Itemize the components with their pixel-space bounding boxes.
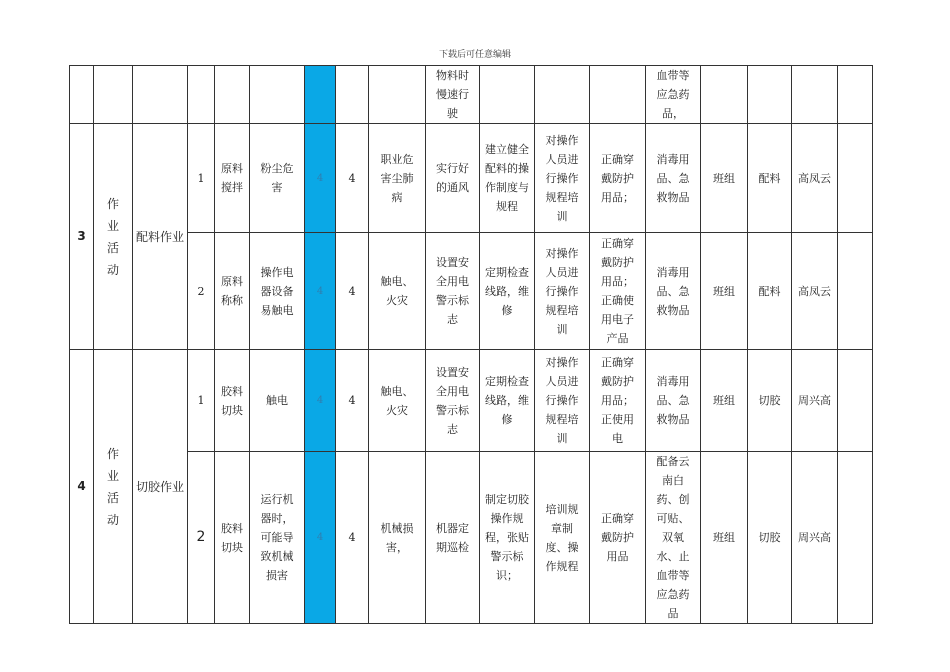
mgmt-measure-cell: 定期检查线路，维修 [480, 350, 535, 452]
risk-table [69, 65, 873, 624]
cell [70, 66, 94, 124]
cell [590, 66, 646, 124]
training-cell: 培训规章制度、操作规程 [535, 452, 590, 624]
tech-measure-cell: 设置安全用电警示标志 [426, 350, 480, 452]
cell [838, 233, 873, 350]
emergency-cell: 配备云南白药、创可贴、双氧水、止血带等应急药品 [646, 452, 701, 624]
risk-level-cell: 4 [336, 233, 369, 350]
risk-level-cell: 4 [336, 452, 369, 624]
training-cell: 对操作人员进行操作规程培训 [535, 350, 590, 452]
person-cell: 周兴高 [792, 350, 838, 452]
post-cell: 配料 [748, 124, 792, 233]
person-cell: 周兴高 [792, 452, 838, 624]
emergency-cell: 血带等应急药品， [646, 66, 701, 124]
cell [480, 66, 535, 124]
consequence-cell: 机械损害， [369, 452, 426, 624]
table-row [70, 350, 873, 452]
risk-score-cell [305, 66, 336, 124]
cell [838, 66, 873, 124]
tech-measure-cell: 物料时慢速行驶 [426, 66, 480, 124]
consequence-cell: 触电、火灾 [369, 233, 426, 350]
mgmt-measure-cell: 制定切胶操作规程，张贴警示标识； [480, 452, 535, 624]
item-cell: 原料搅拌 [215, 124, 250, 233]
tech-measure-cell: 实行好的通风 [426, 124, 480, 233]
emergency-cell: 消毒用品、急救物品 [646, 124, 701, 233]
cell [838, 350, 873, 452]
mgmt-measure-cell: 建立健全配料的操作制度与规程 [480, 124, 535, 233]
post-cell: 切胶 [748, 350, 792, 452]
table-row [70, 124, 873, 233]
hazard-cell: 运行机器时，可能导致机械损害 [250, 452, 305, 624]
hazard-cell: 粉尘危害 [250, 124, 305, 233]
person-cell: 高凤云 [792, 124, 838, 233]
cell [701, 66, 748, 124]
tech-measure-cell: 设置安全用电警示标志 [426, 233, 480, 350]
emergency-cell: 消毒用品、急救物品 [646, 233, 701, 350]
activity-type: 作业活动 [94, 124, 133, 350]
risk-level-cell: 4 [336, 350, 369, 452]
group-number: 4 [70, 350, 94, 624]
mgmt-measure-cell: 定期检查线路，维修 [480, 233, 535, 350]
item-cell: 胶料切块 [215, 452, 250, 624]
unit-cell: 班组 [701, 233, 748, 350]
cell [369, 66, 426, 124]
group-number: 3 [70, 124, 94, 350]
emergency-cell: 消毒用品、急救物品 [646, 350, 701, 452]
table-row [70, 233, 873, 350]
hazard-cell: 触电 [250, 350, 305, 452]
unit-cell: 班组 [701, 350, 748, 452]
cell [133, 66, 188, 124]
cell [188, 66, 215, 124]
cell [748, 66, 792, 124]
person-cell: 高凤云 [792, 233, 838, 350]
tech-measure-cell: 机器定期巡检 [426, 452, 480, 624]
post-cell: 配料 [748, 233, 792, 350]
unit-cell: 班组 [701, 124, 748, 233]
seq-cell: 2 [188, 452, 215, 624]
hazard-cell: 操作电器设备易触电 [250, 233, 305, 350]
risk-score-cell: 4 [305, 124, 336, 233]
seq-cell: 1 [188, 124, 215, 233]
cell [250, 66, 305, 124]
cell [336, 66, 369, 124]
post-cell: 切胶 [748, 452, 792, 624]
ppe-cell: 正确穿戴防护用品； [590, 124, 646, 233]
risk-score-cell: 4 [305, 350, 336, 452]
seq-cell: 1 [188, 350, 215, 452]
cell [838, 452, 873, 624]
seq-cell: 2 [188, 233, 215, 350]
table-row [70, 66, 873, 124]
risk-score-cell: 4 [305, 452, 336, 624]
activity-name: 切胶作业 [133, 350, 188, 624]
header-note: 下载后可任意编辑 [438, 50, 511, 60]
consequence-cell: 触电、火灾 [369, 350, 426, 452]
cell [94, 66, 133, 124]
table-row [70, 452, 873, 624]
training-cell: 对操作人员进行操作规程培训 [535, 124, 590, 233]
training-cell: 对操作人员进行操作规程培训 [535, 233, 590, 350]
item-cell: 原料称称 [215, 233, 250, 350]
activity-type: 作业活动 [94, 350, 133, 624]
cell [215, 66, 250, 124]
ppe-cell: 正确穿戴防护用品 [590, 452, 646, 624]
risk-level-cell: 4 [336, 124, 369, 233]
consequence-cell: 职业危害尘肺病 [369, 124, 426, 233]
cell [838, 124, 873, 233]
risk-score-cell: 4 [305, 233, 336, 350]
cell [792, 66, 838, 124]
item-cell: 胶料切块 [215, 350, 250, 452]
activity-name: 配料作业 [133, 124, 188, 350]
cell [535, 66, 590, 124]
ppe-cell: 正确穿戴防护用品；正确使用电子产品 [590, 233, 646, 350]
unit-cell: 班组 [701, 452, 748, 624]
ppe-cell: 正确穿戴防护用品；正使用电 [590, 350, 646, 452]
